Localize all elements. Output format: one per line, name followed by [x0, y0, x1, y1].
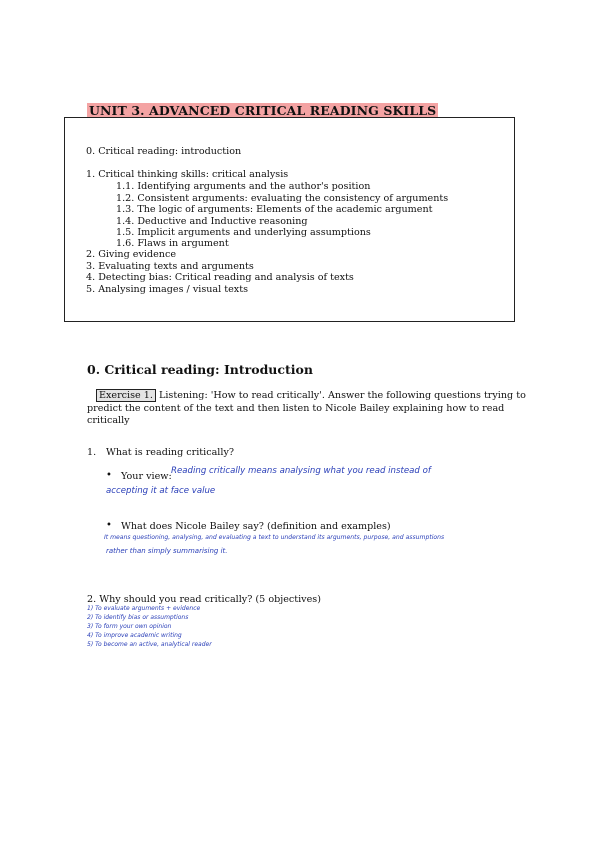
section-title: 0. Critical reading: Introduction	[87, 362, 313, 377]
unit-title: UNIT 3. ADVANCED CRITICAL READING SKILLS	[89, 103, 437, 118]
exercise-line-2: predict the content of the text and then listen to Nicole Bailey explaining how to read	[87, 403, 505, 414]
question-1-number: 1.	[87, 447, 97, 458]
handwritten-objective-1: 1) To evaluate arguments + evidence	[87, 605, 201, 612]
handwritten-answer-1b: accepting it at face value	[106, 486, 216, 496]
handwritten-answer-2b: rather than simply summarising it.	[106, 547, 228, 555]
toc-sub-1-4: 1.4. Deductive and Inductive reasoning	[116, 216, 308, 227]
exercise-line-3: critically	[87, 415, 130, 426]
toc-item-2: 2. Giving evidence	[86, 249, 177, 260]
toc-item-1: 1. Critical thinking skills: critical analysis	[86, 169, 289, 180]
toc-sub-1-5: 1.5. Implicit arguments and underlying assumptions	[116, 227, 371, 238]
handwritten-objective-3: 3) To form your own opinion	[87, 623, 172, 630]
handwritten-objective-5: 5) To become an active, analytical reader	[87, 641, 212, 648]
toc-item-0: 0. Critical reading: introduction	[86, 146, 242, 157]
toc-item-3: 3. Evaluating texts and arguments	[86, 261, 254, 272]
question-1-text: What is reading critically?	[106, 447, 235, 458]
handwritten-answer-2a: It means questioning, analysing, and evaluating a text to understand its arguments, purpose, and assumptions	[104, 534, 445, 541]
toc-sub-1-2: 1.2. Consistent arguments: evaluating the consistency of arguments	[116, 193, 449, 204]
question-2-text: 2. Why should you read critically? (5 objectives)	[87, 594, 321, 605]
bullet-dot: •	[106, 470, 112, 481]
exercise-label: Exercise 1.	[96, 389, 156, 402]
exercise-line-1	[96, 390, 526, 402]
handwritten-answer-1a: Reading critically means analysing what you read instead of	[171, 466, 431, 476]
handwritten-objective-2: 2) To identify bias or assumptions	[87, 614, 189, 621]
bullet-1-label: Your view:	[121, 471, 172, 482]
toc-sub-1-6: 1.6. Flaws in argument	[116, 238, 229, 249]
handwritten-objective-4: 4) To improve academic writing	[87, 632, 182, 639]
toc-item-5: 5. Analysing images / visual texts	[86, 284, 248, 295]
table-of-contents-box	[64, 117, 515, 322]
bullet-2-label: What does Nicole Bailey say? (definition and examples)	[121, 521, 391, 532]
toc-sub-1-3: 1.3. The logic of arguments: Elements of the academic argument	[116, 204, 433, 215]
exercise-text-1: Listening: 'How to read critically'. Answer the following questions trying to	[155, 390, 526, 401]
toc-sub-1-1: 1.1. Identifying arguments and the author's position	[116, 181, 371, 192]
toc-item-4: 4. Detecting bias: Critical reading and analysis of texts	[86, 272, 354, 283]
bullet-dot: •	[106, 520, 112, 531]
